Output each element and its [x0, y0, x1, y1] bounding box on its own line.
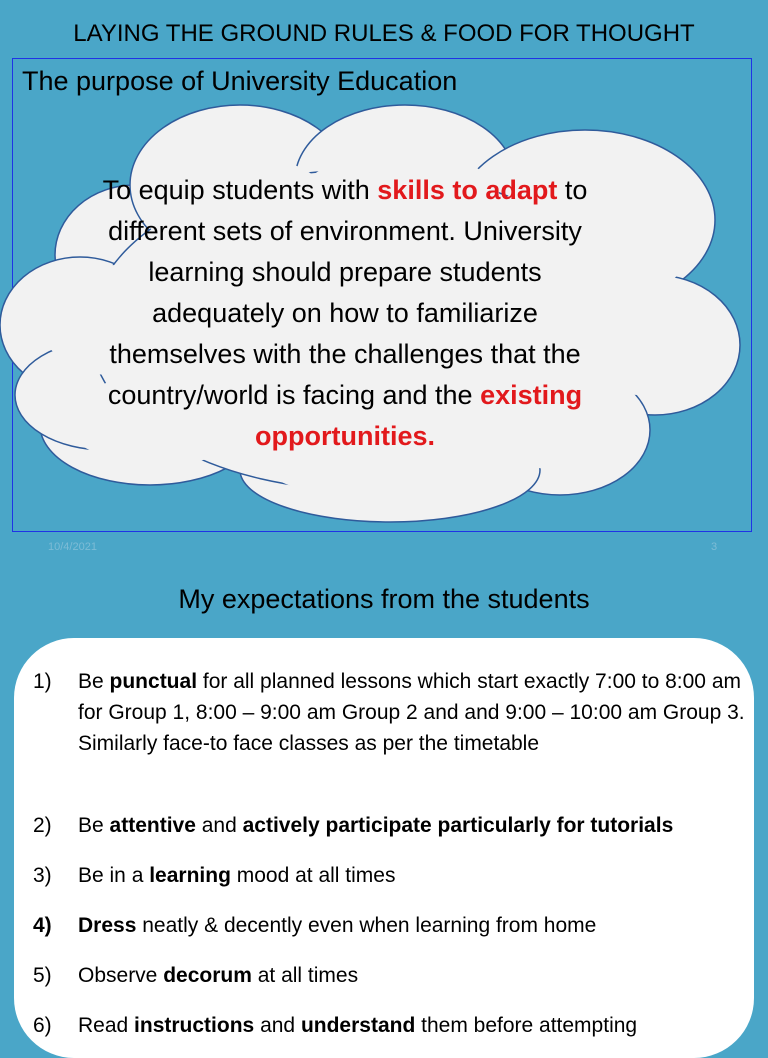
cloud-highlight-2: existing opportunities.: [255, 380, 583, 451]
item-text: [78, 1010, 748, 1041]
item-number: 6): [33, 1014, 52, 1037]
item-text: [78, 860, 748, 891]
cloud-text-2: to different sets of environment. University learning should prepare students adequately on how to familiarize themselves with the challenges that the country/world is facing and the: [107, 175, 588, 410]
item-number: 2): [33, 814, 52, 837]
bold-run: instructions: [134, 1014, 255, 1037]
item-number: 4): [33, 914, 52, 937]
text-run: Read: [78, 1014, 135, 1037]
item-text: [78, 810, 748, 841]
text-run: mood at all times: [230, 864, 396, 887]
purpose-heading: The purpose of University Education: [22, 66, 458, 96]
text-run: Be: [78, 670, 110, 693]
text-run: for all planned lessons which start exactly 7:00 to 8:00 am for Group 1, 8:00 – 9:00 am Group 2 and and 9:00 – 10:00 am Group 3. Similarly face-to face classes as per the timetable: [78, 670, 745, 755]
slide-date: 10/4/2021: [48, 541, 97, 553]
item-text: [78, 960, 748, 991]
text-run: Observe: [78, 964, 164, 987]
cloud-quote: [100, 170, 590, 457]
bold-run: punctual: [109, 670, 198, 693]
slide-number: 3: [711, 541, 718, 553]
item-number: 1): [33, 670, 52, 693]
bold-run: Dress: [78, 914, 137, 937]
cloud-highlight-1: skills to adapt: [377, 175, 558, 205]
bold-run: actively participate particularly for tutorials: [242, 814, 674, 837]
bold-run: learning: [149, 864, 231, 887]
expectations-heading: My expectations from the students: [178, 584, 590, 614]
text-run: them before attempting: [415, 1014, 638, 1037]
bold-run: understand: [300, 1014, 416, 1037]
bold-run: attentive: [109, 814, 196, 837]
item-text: [78, 666, 748, 759]
item-text: [78, 910, 748, 941]
slide-title: LAYING THE GROUND RULES & FOOD FOR THOUGHT: [73, 20, 695, 47]
bold-run: decorum: [163, 964, 252, 987]
item-number: 3): [33, 864, 52, 887]
text-run: neatly & decently even when learning from home: [136, 914, 597, 937]
cloud-text-1: To equip students with: [102, 175, 378, 205]
text-run: Be: [78, 814, 110, 837]
item-number: 5): [33, 964, 52, 987]
text-run: at all times: [251, 964, 359, 987]
text-run: Be in a: [78, 864, 150, 887]
text-run: and: [254, 1014, 301, 1037]
text-run: and: [195, 814, 243, 837]
